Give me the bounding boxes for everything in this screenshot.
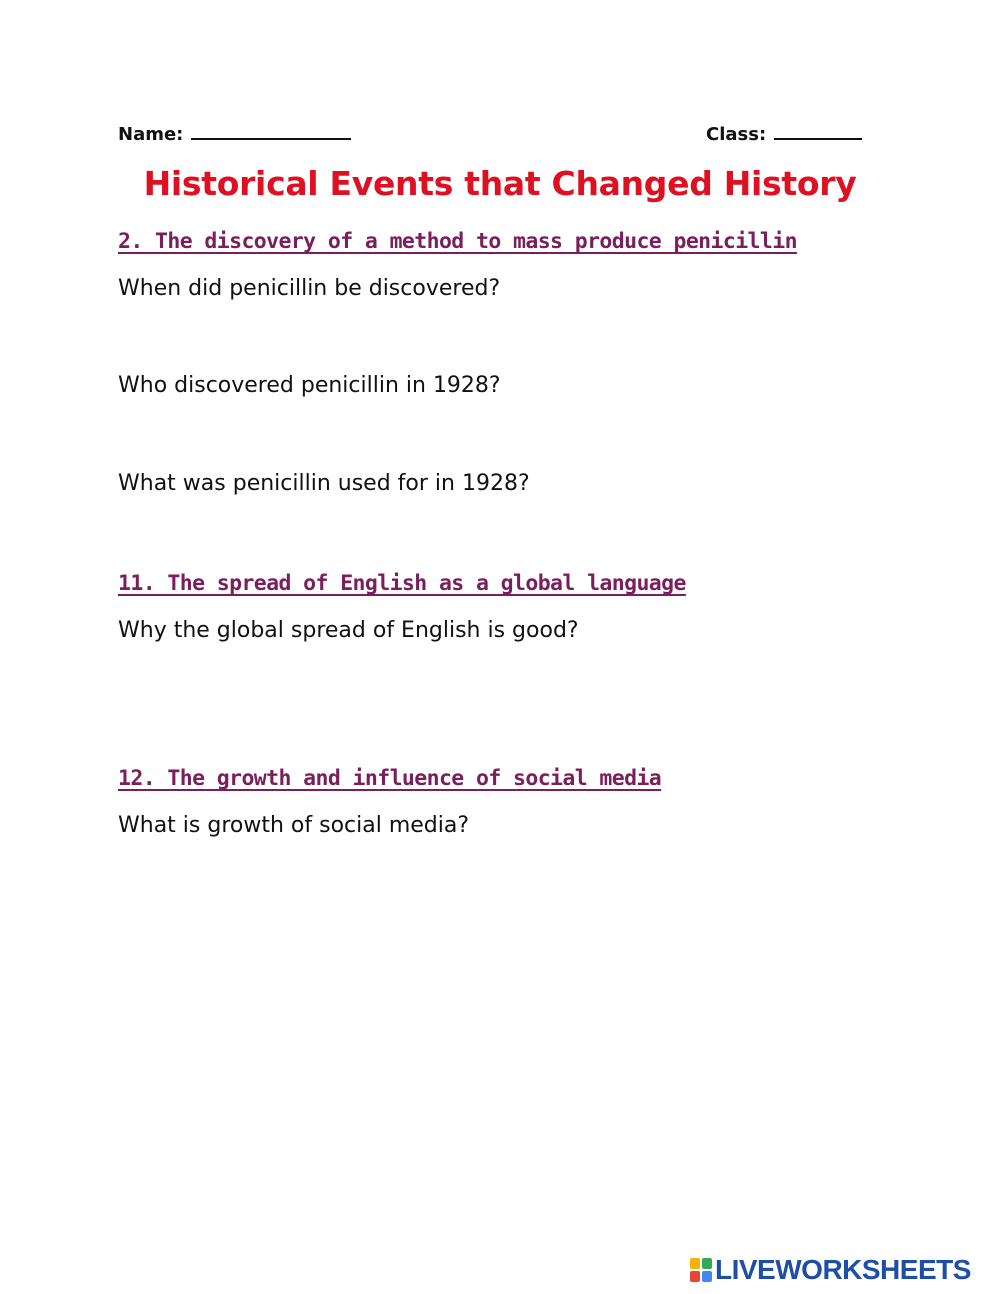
question-when-discovered: When did penicillin be discovered? xyxy=(118,276,501,301)
name-blank-line[interactable] xyxy=(191,120,351,140)
logo-text: LIVEWORKSHEETS xyxy=(715,1254,971,1285)
worksheet-title: Historical Events that Changed History xyxy=(143,164,857,203)
logo-square xyxy=(702,1258,712,1269)
name-label: Name: xyxy=(118,124,184,145)
class-blank-line[interactable] xyxy=(774,120,862,140)
logo-mark-icon xyxy=(690,1258,712,1282)
class-label: Class: xyxy=(706,124,767,145)
question-who-discovered: Who discovered penicillin in 1928? xyxy=(118,373,501,398)
logo-square xyxy=(690,1258,700,1269)
logo-square xyxy=(690,1271,700,1282)
class-field-row xyxy=(706,120,862,145)
question-social-media-growth: What is growth of social media? xyxy=(118,813,470,838)
section-heading-social-media: 12. The growth and influence of social media xyxy=(118,766,662,791)
question-used-for: What was penicillin used for in 1928? xyxy=(118,471,530,496)
logo-square xyxy=(702,1271,712,1282)
section-heading-english: 11. The spread of English as a global language xyxy=(118,571,686,596)
liveworksheets-logo xyxy=(690,1254,971,1286)
section-heading-penicillin: 2. The discovery of a method to mass produce penicillin xyxy=(118,229,797,254)
name-field-row xyxy=(118,120,351,145)
question-english-good: Why the global spread of English is good? xyxy=(118,618,579,643)
